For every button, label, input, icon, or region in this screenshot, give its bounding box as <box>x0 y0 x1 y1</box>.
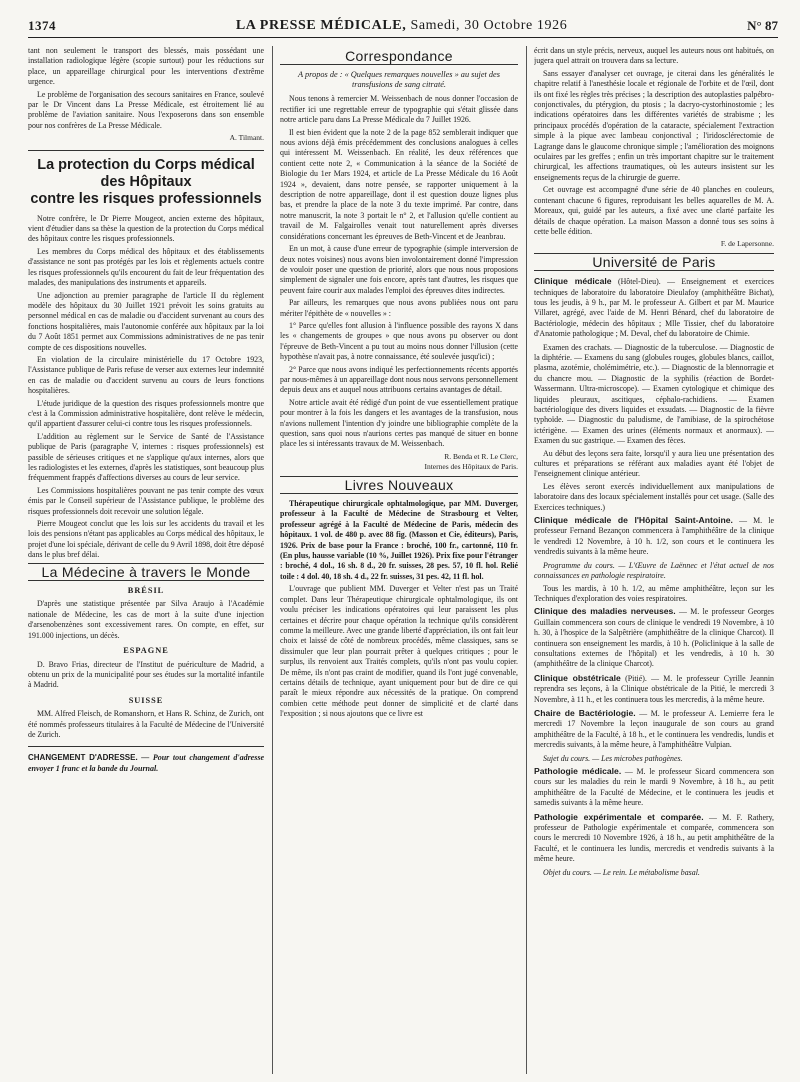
article-paragraph-8: Pierre Mougeot conclut que les lois sur les accidents du travail et les lois des pensions n'étant pas applicables au Corps médical des hôpitaux, le projet d'une loi spéciale, dérivant de celle du 9 Avril 1898, doit être déposé dans le plus bref délai. <box>28 519 264 560</box>
column-rule-left <box>272 46 273 1074</box>
course-saint-antoine <box>534 515 774 558</box>
course-pathologie-medicale <box>534 766 774 809</box>
aviation-paragraph-2: Le problème de l'organisation des secours sanitaires en France, soulevé par le Dr Vincent dans La Presse Médicale, est étroitement lié au problème de l'aviation sanitaire. Nous l'exposerons dans son ensemble pour nos confrères de La Presse Médicale. <box>28 89 264 130</box>
course-title: Clinique obstétricale <box>534 672 621 683</box>
journal-name: LA PRESSE MÉDICALE, <box>235 18 407 33</box>
book-review-paragraph-1: L'ouvrage que publient MM. Duverger et Velter n'est pas un Traité complet. Dans leur Thérapeutique chirurgicale ophtalmologique, ils ont voulu préciser les indications opératoires qui leur paraissent les plus certaines et décrire pour chaque opération la technique qu'ils considèrent comme la meilleure. Avec une grande liberté d'appréciation, ils ont fait leur choix et laissé de côté de nombreux procédés, même classiques, sans se dissimuler que leur plan pourrait prêter à quelques critiques ; pour le surplus, ils renvoient aux Traités complets, qu'ils n'ont pas voulu copier. De même, ils n'ont pas craint de modifier, quand ils l'ont jugé convenable, certains détails de technique, ayant uniquement pour but de dire ce qui paraît le mieux répondre aux nécessités de la pratique. On comprend combien cette méthode peut donner de simplicité et de clarté dans l'exposition ; si nous ajoutons que ce livre est <box>280 584 518 719</box>
course-paragraph: Tous les mardis, à 10 h. 1/2, au même amphithéâtre, leçon sur les Techniques d'exploration des voies respiratoires. <box>534 583 774 603</box>
course-text: — M. le professeur Fernand Bezançon commencera à l'amphithéâtre de la clinique le vendredi 12 Novembre, à 10 h. 1/2, son cours et le continuera les vendredis suivants à la même heure. <box>534 516 774 557</box>
country-switzerland: SUISSE <box>128 695 164 705</box>
book-review-paragraph-3: Sans essayer d'analyser cet ouvrage, je citerai dans les généralités le chapitre relatif à l'anesthésie locale et régionale de l'orbite et de l'œil, dont ils ont fixé les règles très précises ; la description des autoplasties palpébro-conjonctivales, du ptérygion, du ptosis ; la dacryo-cystorhinostomie ; les indications opératoires dans les différentes variétés de strabisme ; les principaux procédés d'opération de la cataracte, spécialement l'extraction simple à la pique avec lambeau conjonctival ; l'iridosclérectomie de Lagrange dans le glaucome chronique simple ; l'amélioration des moignons oculaires par les greffes ; enfin un très important chapitre sur le traitement chirurgical, les affections traumatiques, où les auteurs insistent sur les enseignements reçus de la chirurgie de guerre. <box>534 68 774 182</box>
correspondance-paragraph-7: Notre article avait été rédigé d'un point de vue essentiellement pratique pour montrer à la fois les dangers et les avantages de la transfusion, nous n'avions nullement l'intention d'y joindre une bibliographie complète de la question, sans quoi nous n'aurions certes pas manqué de situer en bonne place les si intéressants travaux de M. Weissenbach. <box>280 397 518 449</box>
aviation-signature: A. Tilmant. <box>229 133 264 143</box>
divider <box>28 746 264 747</box>
article-title-line-1: La protection du Corps médical <box>37 156 255 173</box>
course-clinique-medicale <box>534 276 774 339</box>
book-review-paragraph-4: Cet ouvrage est accompagné d'une série de 40 planches en couleurs, contenant chacune 6 figures, reproduisant les belles aquarelles de M. A. Moreaux, qui, guidé par les auteurs, a fixé avec une clarté parfaite les détails de chaque opération. La maison Masson a donné tous ses soins à cette belle édition. <box>534 185 774 236</box>
section-title-livres: Livres Nouveaux <box>280 476 518 494</box>
address-change-notice <box>28 753 264 774</box>
course-text: (Hôtel-Dieu). — Enseignement et exercices techniques de laboratoire du laboratoire Dieulafoy (amphithéâtre Bichat), tous les jeudis, à 9 h., par M. le professeur A. Gilbert et par M. Maurice Villaret, agrégé, avec l'aide de M. Henri Bénard, chef du laboratoire de Bactériologie, médecin des hôpitaux ; Mlle Tissier, chef du laboratoire d'Anatomie pathologique ; M. Deval, chef du laboratoire de Chimie. <box>534 277 774 339</box>
journal-title-line <box>236 18 568 34</box>
course-title: Clinique des maladies nerveuses. <box>534 606 676 617</box>
correspondance-paragraph-2: Il est bien évident que la note 2 de la page 852 semblerait indiquer que nous avions déjà émis précédemment des conclusions analogues à celles qui intéressent M. Weissenbach. En réalité, les deux références que contient cette note 2, « Communication à la séance de la Société de Biologie du 1er Mars 1924, et article de La Presse Médicale du 16 Août 1924 », devaient, dans notre pensée, se rapporter uniquement à la description de notre appareillage, dont il est question douze lignes plus bas, et prendre la place de la note 3 du texte imprimé. Par contre, dans notre manuscrit, la note 3 portait le n° 2, et l'allusion qu'elle contient au travail de M. Falgairolles venait tout naturellement après diverses considérations concernant les épreuves de Beth-Vincent et de Jeanbrau. <box>280 127 518 241</box>
country-brazil: BRÉSIL <box>127 586 165 596</box>
course-title: Clinique médicale <box>534 276 612 287</box>
column-right <box>534 46 774 1076</box>
notice-text: — Pour tout changement d'adresse envoyer 1 franc et la bande du Journal. <box>28 753 264 773</box>
issue-number: N° 87 <box>747 18 778 33</box>
correspondance-paragraph-1: Nous tenons à remercier M. Weissenbach de nous donner l'occasion de rectifier ici une regrettable erreur de typographie qui s'était glissée dans notre article paru dans La Presse Médicale du 7 Juillet 1926. <box>280 94 518 125</box>
issue-date: Samedi, 30 Octobre 1926 <box>410 18 568 33</box>
course-text: — M. le professeur Sicard commencera son cours sur les maladies du rein le mardi 9 Novembre, à 18 h., au petit amphithéâtre de la Faculté de Médecine, et le continuera les jeudis et samedis suivants à la même heure. <box>534 767 774 808</box>
course-subject: Sujet du cours. — Les microbes pathogènes. <box>543 753 683 763</box>
masthead <box>28 8 778 38</box>
course-title: Clinique médicale de l'Hôpital Saint-Antoine. <box>534 515 733 526</box>
book-review-signature: F. de Lapersonne. <box>720 239 774 249</box>
course-text: — M. F. Rathery, professeur de Pathologie expérimentale et comparée, commencera son cours le mercredi 10 Novembre 1926, à 18 h., au petit amphithéâtre de la Faculté, et le continuera les lundis, mercredis et vendredis suivants à la même heure. <box>534 812 774 864</box>
course-text: — M. le professeur A. Lemierre fera le mercredi 17 Novembre la leçon inaugurale de son cours au grand amphithéâtre de la Faculté, à 18 h., et le continuera les vendredis, lundis et mercredis suivants, à la même heure, à l'amphithéâtre Vulpian. <box>534 708 774 750</box>
book-review-paragraph-2: écrit dans un style précis, nerveux, auquel les auteurs nous ont habitués, on jugera quel attrait on trouvera dans sa lecture. <box>534 46 774 66</box>
switzerland-paragraph: MM. Alfred Fleisch, de Romanshorn, et Hans R. Schinz, de Zurich, ont été nommés professeurs titulaires à la Faculté de Médecine de l'Université de Zurich. <box>28 709 264 739</box>
article-paragraph-2: Les membres du Corps médical des hôpitaux et des établissements d'assistance ne sont pas protégés par les lois et règlements actuels contre les risques professionnels qu'ils encourent du fait de leur fréquentation des malades, des manipulations des instruments et appareils. <box>28 246 264 288</box>
correspondance-paragraph-3: En un mot, à cause d'une erreur de typographie (simple interversion de deux notes voisines) nous avons bien involontairement donné l'impression de vouloir poser une question de priorité, alors que nous nous proposions simplement de signaler une fois encore, après tant d'autres, les risques que peuvent faire courir aux malades l'emploi des épreuves dites indirectes. <box>280 244 518 295</box>
correspondance-paragraph-6: 2° Parce que nous avons indiqué les perfectionnements récents apportés par nous-mêmes à un appareillage dont nous nous servons personnellement depuis deux ans et auquel nous attribuons certains avantages de détail. <box>280 364 518 395</box>
course-title: Pathologie expérimentale et comparée. <box>534 811 704 822</box>
article-paragraph-1: Notre confrère, le Dr Pierre Mougeot, ancien externe des hôpitaux, vient d'étudier dans sa thèse la question de la protection du Corps médical des hôpitaux contre les risques professionnels. <box>28 213 264 244</box>
article-paragraph-4: En violation de la circulaire ministérielle du 17 Octobre 1923, l'Assistance publique de Paris refuse de verser aux externes leur indemnité en cas de maladie ou d'accident survenu au cours de leurs fonctions hospitalières. <box>28 354 264 396</box>
article-paragraph-6: L'addition au règlement sur le Service de Santé de l'Assistance publique de Paris (paragraphe V, internes : risques professionnels) est passible de sérieuses critiques et ne s'applique qu'aux internes, alors que les radiologistes et les externes, d'après les statistiques, sont beaucoup plus fréquemment frappés d'affections diverses au cours de leur service. <box>28 431 264 483</box>
brazil-paragraph: D'après une statistique présentée par Silva Araujo à l'Académie nationale de Médecine, les cas de mort à la suite d'une injection d'arsenobenzènes sont excessivement rares. On compte, en effet, sur 191.000 injections, un décès. <box>28 599 264 640</box>
page-number: 1374 <box>28 18 56 33</box>
course-paragraph: Au début des leçons sera faite, lorsqu'il y aura lieu une présentation des cultures et préparations se référant aux maladies ayant été l'objet de l'enseignement clinique antérieur. <box>534 448 774 479</box>
section-title-universite: Université de Paris <box>534 253 774 271</box>
notice-label: CHANGEMENT D'ADRESSE. <box>28 753 138 763</box>
course-maladies-nerveuses <box>534 606 774 669</box>
correspondance-paragraph-4: Par ailleurs, les remarques que nous avons publiées nous ont paru mériter l'épithète de « nouvelles » : <box>280 298 518 318</box>
course-subject: Objet du cours. — Le rein. Le métabolisme basal. <box>543 867 700 877</box>
country-spain: ESPAGNE <box>123 646 169 656</box>
article-paragraph-7: Les Commissions hospitalières pouvant ne pas tenir compte des vœux émis par le Conseil supérieur de l'Assistance publique, le problème des risques professionnels doit recevoir une solution légale. <box>28 485 264 516</box>
course-title: Pathologie médicale. <box>534 766 622 776</box>
article-title-line-3: contre les risques professionnels <box>30 190 262 207</box>
aviation-paragraph-1: tant non seulement le transport des blessés, mais possédant une installation radiologique légère (scopie surtout) pour les réductions sur place, un appareillage chirurgical pour les interventions d'extrême urgence. <box>28 46 264 87</box>
article-paragraph-3: Une adjonction au premier paragraphe de l'article II du règlement modèle des hôpitaux du 30 Juillet 1921 prévoit les soins gratuits au personnel médical en cas de maladie ou d'accident survenant au cours des fonctions hospitalières, mais l'autonomie conférée aux hôpitaux par la loi du 7 Août 1851 permet aux Commissions administratives de ne pas tenir compte de ces dispositions nouvelles. <box>28 290 264 352</box>
course-obstetricale <box>534 673 774 705</box>
correspondance-signature-role: Internes des Hôpitaux de Paris. <box>424 462 518 472</box>
course-bacteriologie <box>534 708 774 751</box>
column-middle <box>280 46 518 1076</box>
course-programme: Programme du cours. — L'Œuvre de Laënnec et l'état actuel de nos connaissances en pathologie respiratoire. <box>534 560 774 581</box>
article-title <box>28 157 264 208</box>
course-text: (Pitié). — M. le professeur Cyrille Jeannin reprendra ses leçons, à la Clinique obstétricale de la Pitié, le mercredi 3 Novembre, à 11 h., et les continuera tous les mercredis, à la même heure. <box>534 673 774 704</box>
course-pathologie-experimentale <box>534 812 774 865</box>
column-left <box>28 46 264 1076</box>
correspondance-lede: A propos de : « Quelques remarques nouvelles » au sujet des transfusions de sang citraté. <box>298 70 500 90</box>
correspondance-signature: R. Benda et R. Le Clerc, <box>444 451 518 461</box>
spain-paragraph: D. Bravo Frias, directeur de l'Institut de puériculture de Madrid, a obtenu un prix de la municipalité pour ses études sur la mortalité infantile à Madrid. <box>28 659 264 690</box>
correspondance-paragraph-5: 1° Parce qu'elles font allusion à l'influence possible des rayons X dans les « changements de groupes » que nous avons pu observer ou dont l'épreuve de Beth-Vincent a pu tout au moins nous donner l'illusion (cette hypothèse n'avait pas, à notre connaissance, été soulevée jusqu'ici) ; <box>280 320 518 362</box>
course-title: Chaire de Bactériologie. <box>534 707 636 718</box>
section-title-correspondance: Correspondance <box>280 48 518 65</box>
book-reference: Thérapeutique chirurgicale ophtalmologique, par MM. Duverger, professeur à la Faculté de Médecine de Strasbourg et Velter, professeur agrégé à la Faculté de Médecine de Paris, médecin des hôpitaux. 1 vol. de 480 p. avec 88 fig. (Masson et Cie, éditeurs), Paris, 1926. Prix de base pour la France : broché, 100 fr., cartonné, 110 fr. (En plus, hausse variable (10 %, Juillet 1926). Prix fixe pour l'étranger : broché, 4 dol., 16 sh. 8 d., 20 fr. suisses, 28 pes. 57, 10 fl. hol. Relié toile : 4 dol. 40, 18 sh. 4 d., 22 fr. suisses, 31 pes. 42, 11 fl. hol. <box>280 499 518 581</box>
article-title-line-2: des Hôpitaux <box>100 173 192 190</box>
course-paragraph: Les élèves seront exercés individuellement aux manipulations de laboratoire dans des locaux spécialement installés pour cet usage. (Salle des Exercices techniques.) <box>534 481 774 512</box>
course-text: — M. le professeur Georges Guillain commencera son cours de clinique le vendredi 19 Novembre, à 10 h. 30, à l'hospice de la Salpêtrière (amphithéâtre de la clinique Charcot). Il continuera son enseignement les mardis, à 10 h. (Policlinique à la salle de consultations externes de l'hôpital) et les vendredis, à 10 h. 30 (amphithéâtre de la clinique Charcot). <box>534 607 774 669</box>
column-rule-right <box>526 46 527 1074</box>
divider <box>28 150 264 151</box>
article-paragraph-5: L'étude juridique de la question des risques professionnels montre que c'est à la Commission administrative hospitalière, dont relève le médecin, qu'il appartient d'assurer celui-ci contre tous les risques professionnels. <box>28 398 264 429</box>
course-exam-list: Examen des crachats. — Diagnostic de la tuberculose. — Diagnostic de la diphtérie. — Examens du sang (globules rouges, globules blancs, caillot, plasma, azotémie, cholémimétrie, etc.). — Diagnostic de la blennorragie et du chancre mou. — Diagnostic de la syphilis (réaction de Bordet-Wassermann. Ultra-microscope). — Examen cytologique et chimique des liquides pleuraux, ascitiques, céphalo-rachidiens. — Examen bactériologique des divers liquides et exsudats. — Diagnostic de la fièvre typhoïde. — Diagnostic du paludisme, de l'amibiase, de la spirochétose ictérigène. — Examen des urines (éléments normaux et anormaux). — Examen du suc gastrique. — Examen des fèces. <box>534 342 774 446</box>
section-title-medecine: La Médecine à travers le Monde <box>28 563 264 581</box>
